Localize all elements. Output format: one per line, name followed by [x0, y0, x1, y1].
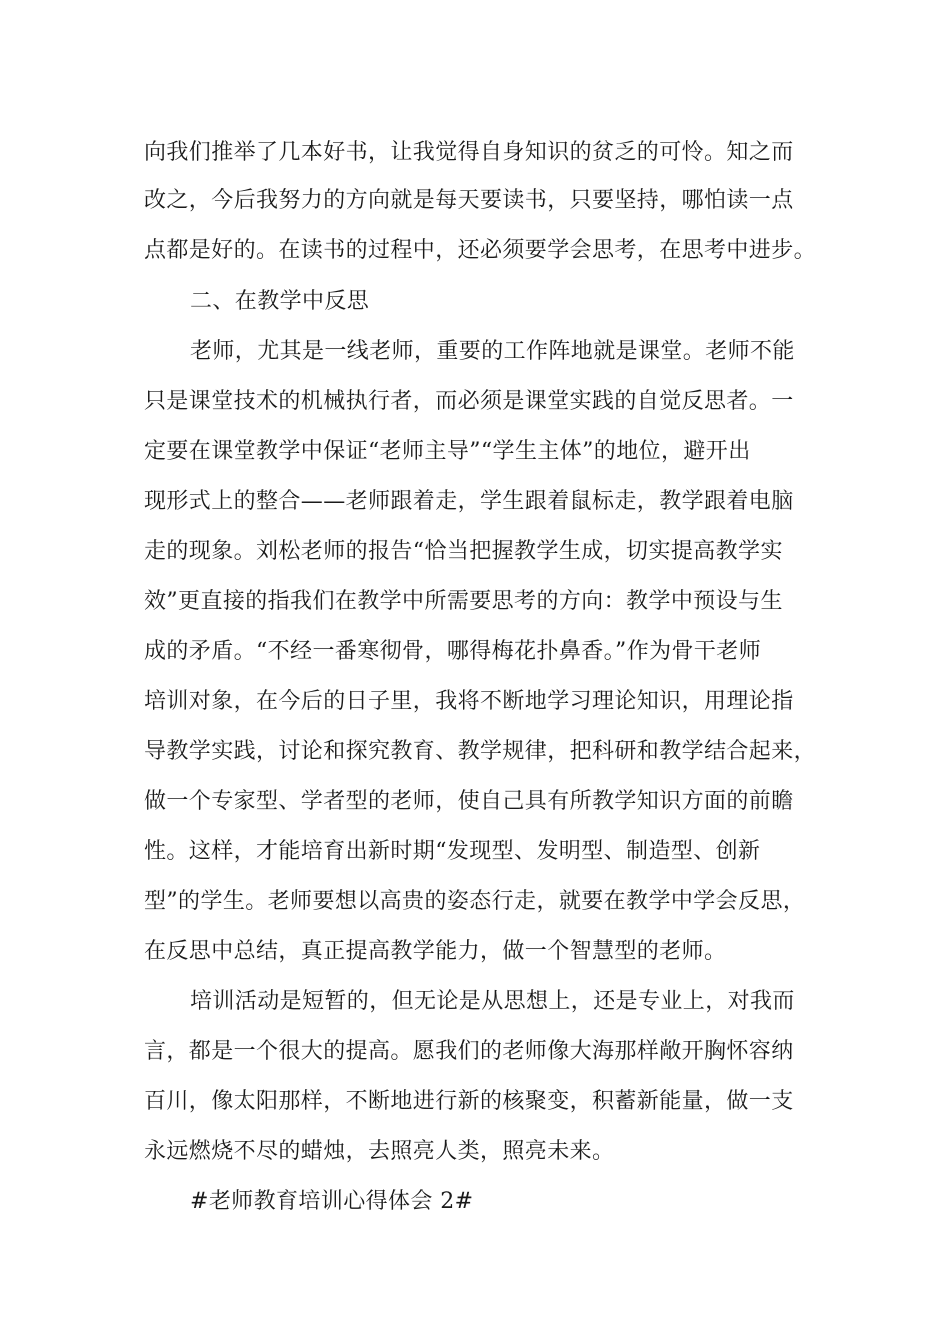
paragraph-line: 只是课堂技术的机械执行者，而必须是课堂实践的自觉反思者。一	[144, 389, 794, 414]
paragraph-line: 现形式上的整合——老师跟着走，学生跟着鼠标走，教学跟着电脑	[144, 489, 794, 514]
paragraph-line: 点都是好的。在读书的过程中，还必须要学会思考，在思考中进步。	[144, 238, 817, 263]
paragraph-line: 在反思中总结，真正提高教学能力，做一个智慧型的老师。	[144, 939, 727, 964]
paragraph-line: 百川，像太阳那样，不断地进行新的核聚变，积蓄新能量，做一支	[144, 1089, 794, 1114]
paragraph-line: 走的现象。刘松老师的报告“恰当把握教学生成，切实提高教学实	[144, 539, 783, 564]
paragraph-line: 向我们推举了几本好书，让我觉得自身知识的贫乏的可怜。知之而	[144, 140, 794, 165]
paragraph-line: 培训活动是短暂的，但无论是从思想上，还是专业上，对我而	[190, 989, 795, 1014]
paragraph-line: 老师，尤其是一线老师，重要的工作阵地就是课堂。老师不能	[190, 339, 795, 364]
paragraph-line: 做一个专家型、学者型的老师，使自己具有所教学知识方面的前瞻	[144, 789, 794, 814]
paragraph-line: 型”的学生。老师要想以高贵的姿态行走，就要在教学中学会反思，	[144, 889, 806, 914]
paragraph-line: 导教学实践，讨论和探究教育、教学规律，把科研和教学结合起来，	[144, 739, 817, 764]
paragraph-line: 培训对象，在今后的日子里，我将不断地学习理论知识，用理论指	[144, 689, 794, 714]
paragraph-line: 效”更直接的指我们在教学中所需要思考的方向：教学中预设与生	[144, 589, 783, 614]
paragraph-line: 成的矛盾。“不经一番寒彻骨，哪得梅花扑鼻香。”作为骨干老师	[144, 639, 762, 664]
paragraph-line: 言，都是一个很大的提高。愿我们的老师像大海那样敞开胸怀容纳	[144, 1039, 794, 1064]
paragraph-line: 永远燃烧不尽的蜡烛，去照亮人类，照亮未来。	[144, 1139, 615, 1164]
paragraph-line: 改之，今后我努力的方向就是每天要读书，只要坚持，哪怕读一点	[144, 188, 794, 213]
paragraph-line: 性。这样，才能培育出新时期“发现型、发明型、制造型、创新	[144, 839, 761, 864]
paragraph-line: 定要在课堂教学中保证“老师主导”“学生主体”的地位，避开出	[144, 439, 751, 464]
document-title: #老师教育培训心得体会 2#	[190, 1189, 474, 1214]
section-heading: 二、在教学中反思	[190, 289, 370, 314]
